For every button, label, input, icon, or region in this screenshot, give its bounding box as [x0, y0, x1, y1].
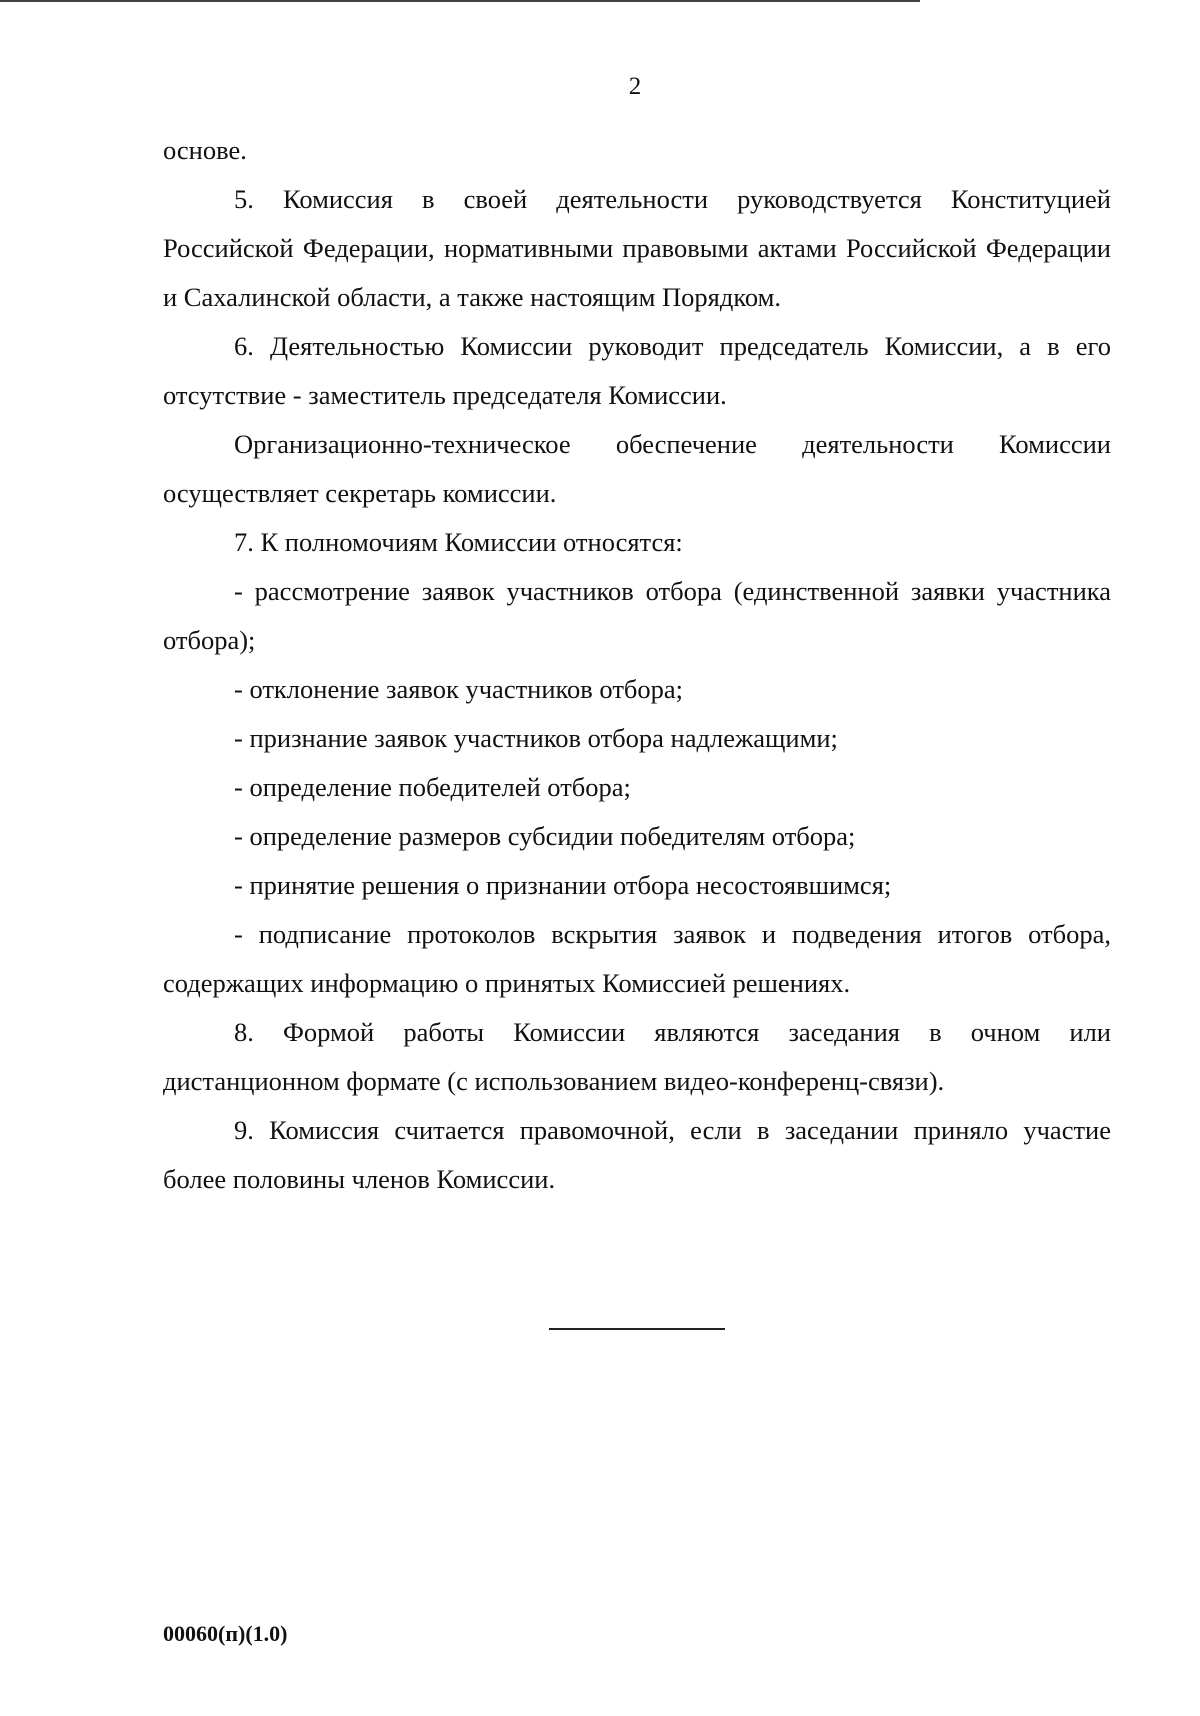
- list-item-winners: - определение победителей отбора;: [234, 772, 631, 802]
- list-item-review: - рассмотрение заявок участников отбора (единственной заявки участника отбора);: [163, 576, 1111, 655]
- document-code: 00060(п)(1.0): [163, 1621, 288, 1646]
- list-item-subsidy: - определение размеров субсидии победителям отбора;: [234, 821, 856, 851]
- paragraph-item-5: 5. Комиссия в своей деятельности руководствуется Конституцией Российской Федерации, нормативными правовыми актами Российской Федерации и Сахалинской области, а также настоящим Порядком.: [163, 184, 1111, 312]
- paragraph-secretary: Организационно-техническое обеспечение деятельности Комиссии осуществляет секретарь комиссии.: [163, 429, 1111, 508]
- paragraph-item-8: 8. Формой работы Комиссии являются заседания в очном или дистанционном формате (с использованием видео-конференц-связи).: [163, 1017, 1111, 1096]
- paragraph-continuation: основе.: [163, 135, 247, 165]
- list-item-failed: - принятие решения о признании отбора несостоявшимся;: [234, 870, 892, 900]
- paragraph-item-6: 6. Деятельностью Комиссии руководит председатель Комиссии, а в его отсутствие - заместитель председателя Комиссии.: [163, 331, 1111, 410]
- list-item-accept: - признание заявок участников отбора надлежащими;: [234, 723, 838, 753]
- end-separator-line: [549, 1328, 725, 1330]
- paragraph-item-9: 9. Комиссия считается правомочной, если в заседании приняло участие более половины членов Комиссии.: [163, 1115, 1111, 1194]
- list-item-reject: - отклонение заявок участников отбора;: [234, 674, 684, 704]
- page-number: 2: [628, 73, 642, 100]
- top-border-line: [0, 0, 920, 2]
- paragraph-item-7: 7. К полномочиям Комиссии относятся:: [234, 527, 683, 557]
- document-body: [163, 126, 1111, 1204]
- list-item-protocols: - подписание протоколов вскрытия заявок и подведения итогов отбора, содержащих информацию о принятых Комиссией решениях.: [163, 919, 1111, 998]
